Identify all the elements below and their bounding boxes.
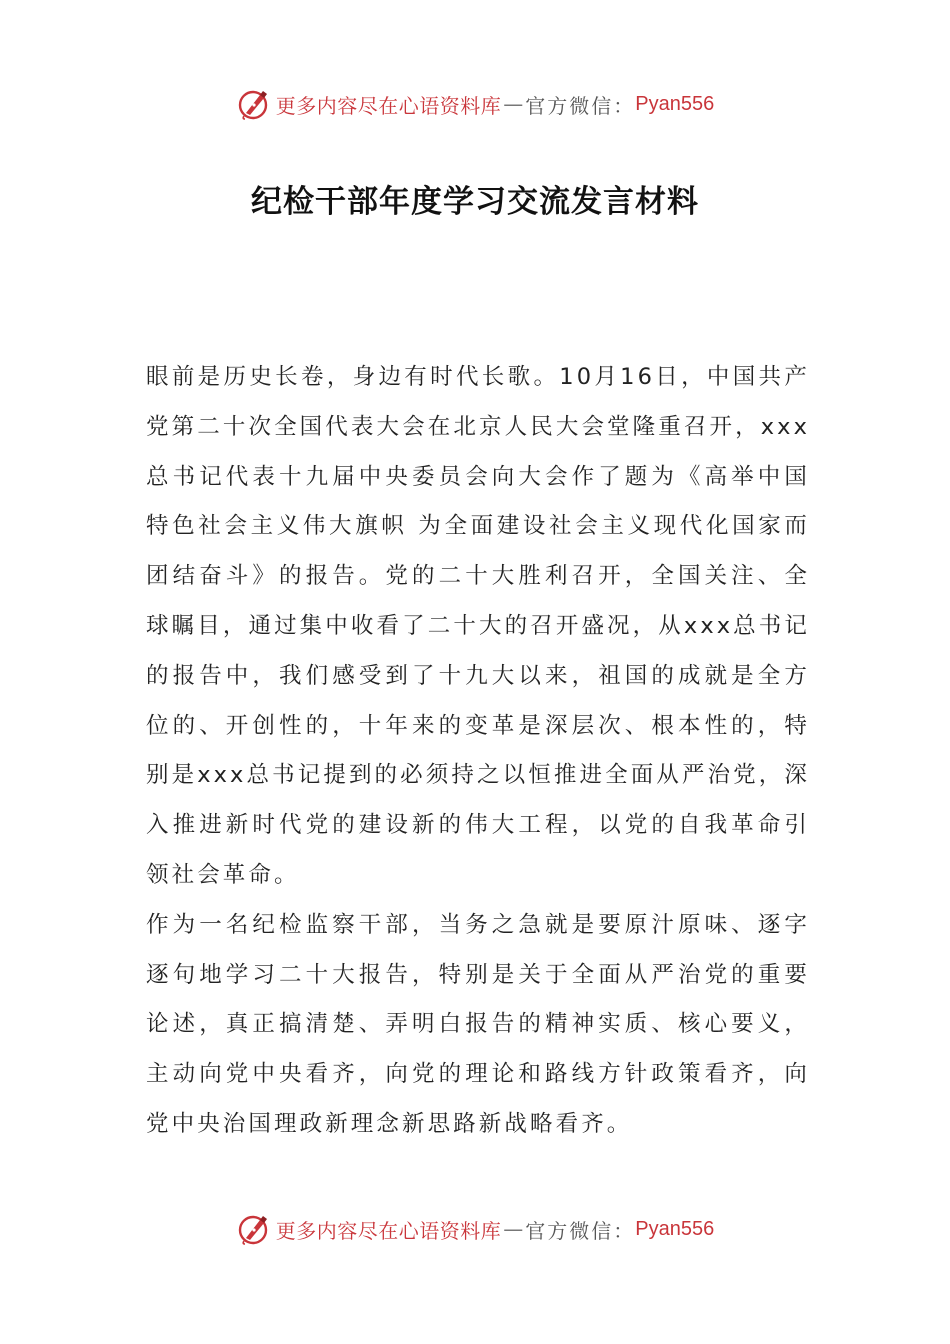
banner-dash: — [503, 1217, 524, 1241]
banner-dash: — [503, 92, 524, 116]
pen-nib-circle-icon [236, 1211, 272, 1247]
banner-wechat-id: Pyan556 [635, 1217, 715, 1240]
document-body [146, 353, 810, 1150]
banner-wechat-id: Pyan556 [635, 92, 715, 115]
paragraph: 眼前是历史长卷，身边有时代长歌。10月16日，中国共产党第二十次全国代表大会在北京人民大会堂隆重召开，xxx总书记代表十九届中央委员会向大会作了题为《高举中国特色社会主义伟大旗帜 为全面建设社会主义现代化国家而团结奋斗》的报告。党的二十大胜利召开，全国关注、全球瞩目，通过集中收看了二十大的召开盛况，从xxx总书记的报告中，我们感受到了十九大以来，祖国的成就是全方位的、开创性的，十年来的变革是深层次、根本性的，特别是xxx总书记提到的必须持之以恒推进全面从严治党，深入推进新时代党的建设新的伟大工程，以党的自我革命引领社会革命。 [146, 364, 810, 888]
banner-main-text: 更多内容尽在心语资料库 [275, 93, 502, 118]
pen-nib-circle-icon [236, 86, 272, 122]
document-title: 纪检干部年度学习交流发言材料 [251, 184, 699, 220]
banner-main-text: 更多内容尽在心语资料库 [275, 1218, 502, 1243]
banner-sub-text: 官方微信： [525, 1218, 636, 1243]
paragraph: 作为一名纪检监察干部，当务之急就是要原汁原味、逐字逐句地学习二十大报告，特别是关于全面从严治党的重要论述，真正搞清楚、弄明白报告的精神实质、核心要义，主动向党中央看齐，向党的理论和路线方针政策看齐，向党中央治国理政新理念新思路新战略看齐。 [146, 911, 810, 1137]
footer-banner [0, 1209, 950, 1249]
header-banner [0, 84, 950, 124]
banner-sub-text: 官方微信： [525, 93, 636, 118]
